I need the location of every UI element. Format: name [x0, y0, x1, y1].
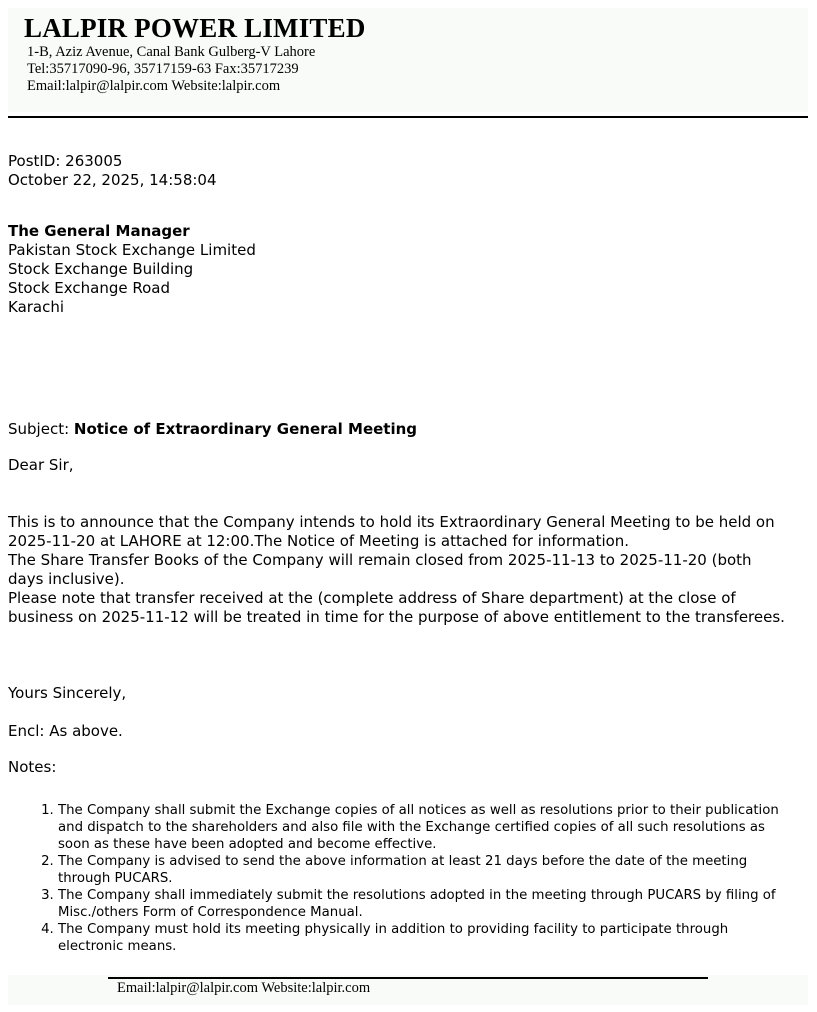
note-item: 3. The Company shall immediately submit the resolutions adopted in the meeting through PUCARS by filing of Misc./others Form of Correspondence Manual.	[58, 887, 788, 921]
company-address: 1-B, Aziz Avenue, Canal Bank Gulberg-V Lahore	[27, 44, 316, 60]
letterhead	[8, 8, 808, 112]
post-datetime: October 22, 2025, 14:58:04	[8, 171, 217, 189]
footer-email-website: Email:lalpir@lalpir.com Website:lalpir.com	[117, 980, 371, 996]
closing: Yours Sincerely,	[8, 684, 127, 702]
letter-footer	[8, 975, 808, 1005]
recipient-line: Karachi	[8, 298, 65, 316]
footer-divider	[108, 977, 708, 979]
subject-text: Notice of Extraordinary General Meeting	[73, 420, 418, 438]
recipient-address	[8, 222, 256, 317]
letter-body	[8, 513, 788, 627]
note-item: 1. The Company shall submit the Exchange copies of all notices as well as resolutions prior to their publication and dispatch to the shareholders and also file with the Exchange certified copies of all such resolutions as soon as these have been adopted and become effective.	[58, 802, 788, 853]
subject-label: Subject:	[8, 420, 74, 438]
recipient-title: The General Manager	[8, 222, 190, 240]
company-email-website: Email:lalpir@lalpir.com Website:lalpir.com	[27, 78, 281, 94]
salutation: Dear Sir,	[8, 456, 74, 474]
recipient-line: Stock Exchange Building	[8, 260, 194, 278]
note-item: 4. The Company must hold its meeting physically in addition to providing facility to participate through electronic means.	[58, 921, 788, 955]
recipient-line: Pakistan Stock Exchange Limited	[8, 241, 256, 259]
recipient-line: Stock Exchange Road	[8, 279, 170, 297]
note-item: 2. The Company is advised to send the above information at least 21 days before the date of the meeting through PUCARS.	[58, 853, 788, 887]
notes-list	[8, 802, 788, 955]
body-paragraph: The Share Transfer Books of the Company will remain closed from 2025-11-13 to 2025-11-20 (both days inclusive).	[8, 551, 752, 588]
body-paragraph: This is to announce that the Company intends to hold its Extraordinary General Meeting to be held on 2025-11-20 at LAHORE at 12:00.The Notice of Meeting is attached for information.	[8, 513, 775, 550]
body-paragraph: Please note that transfer received at the (complete address of Share department) at the close of business on 2025-11-12 will be treated in time for the purpose of above entitlement to the transferees.	[8, 589, 785, 626]
notes-label: Notes:	[8, 758, 57, 776]
header-divider	[8, 116, 808, 118]
company-name: LALPIR POWER LIMITED	[24, 13, 366, 43]
post-id: PostID: 263005	[8, 152, 123, 170]
company-phone-fax: Tel:35717090-96, 35717159-63 Fax:35717239	[27, 61, 299, 77]
enclosure: Encl: As above.	[8, 722, 123, 740]
subject-line	[8, 420, 417, 439]
